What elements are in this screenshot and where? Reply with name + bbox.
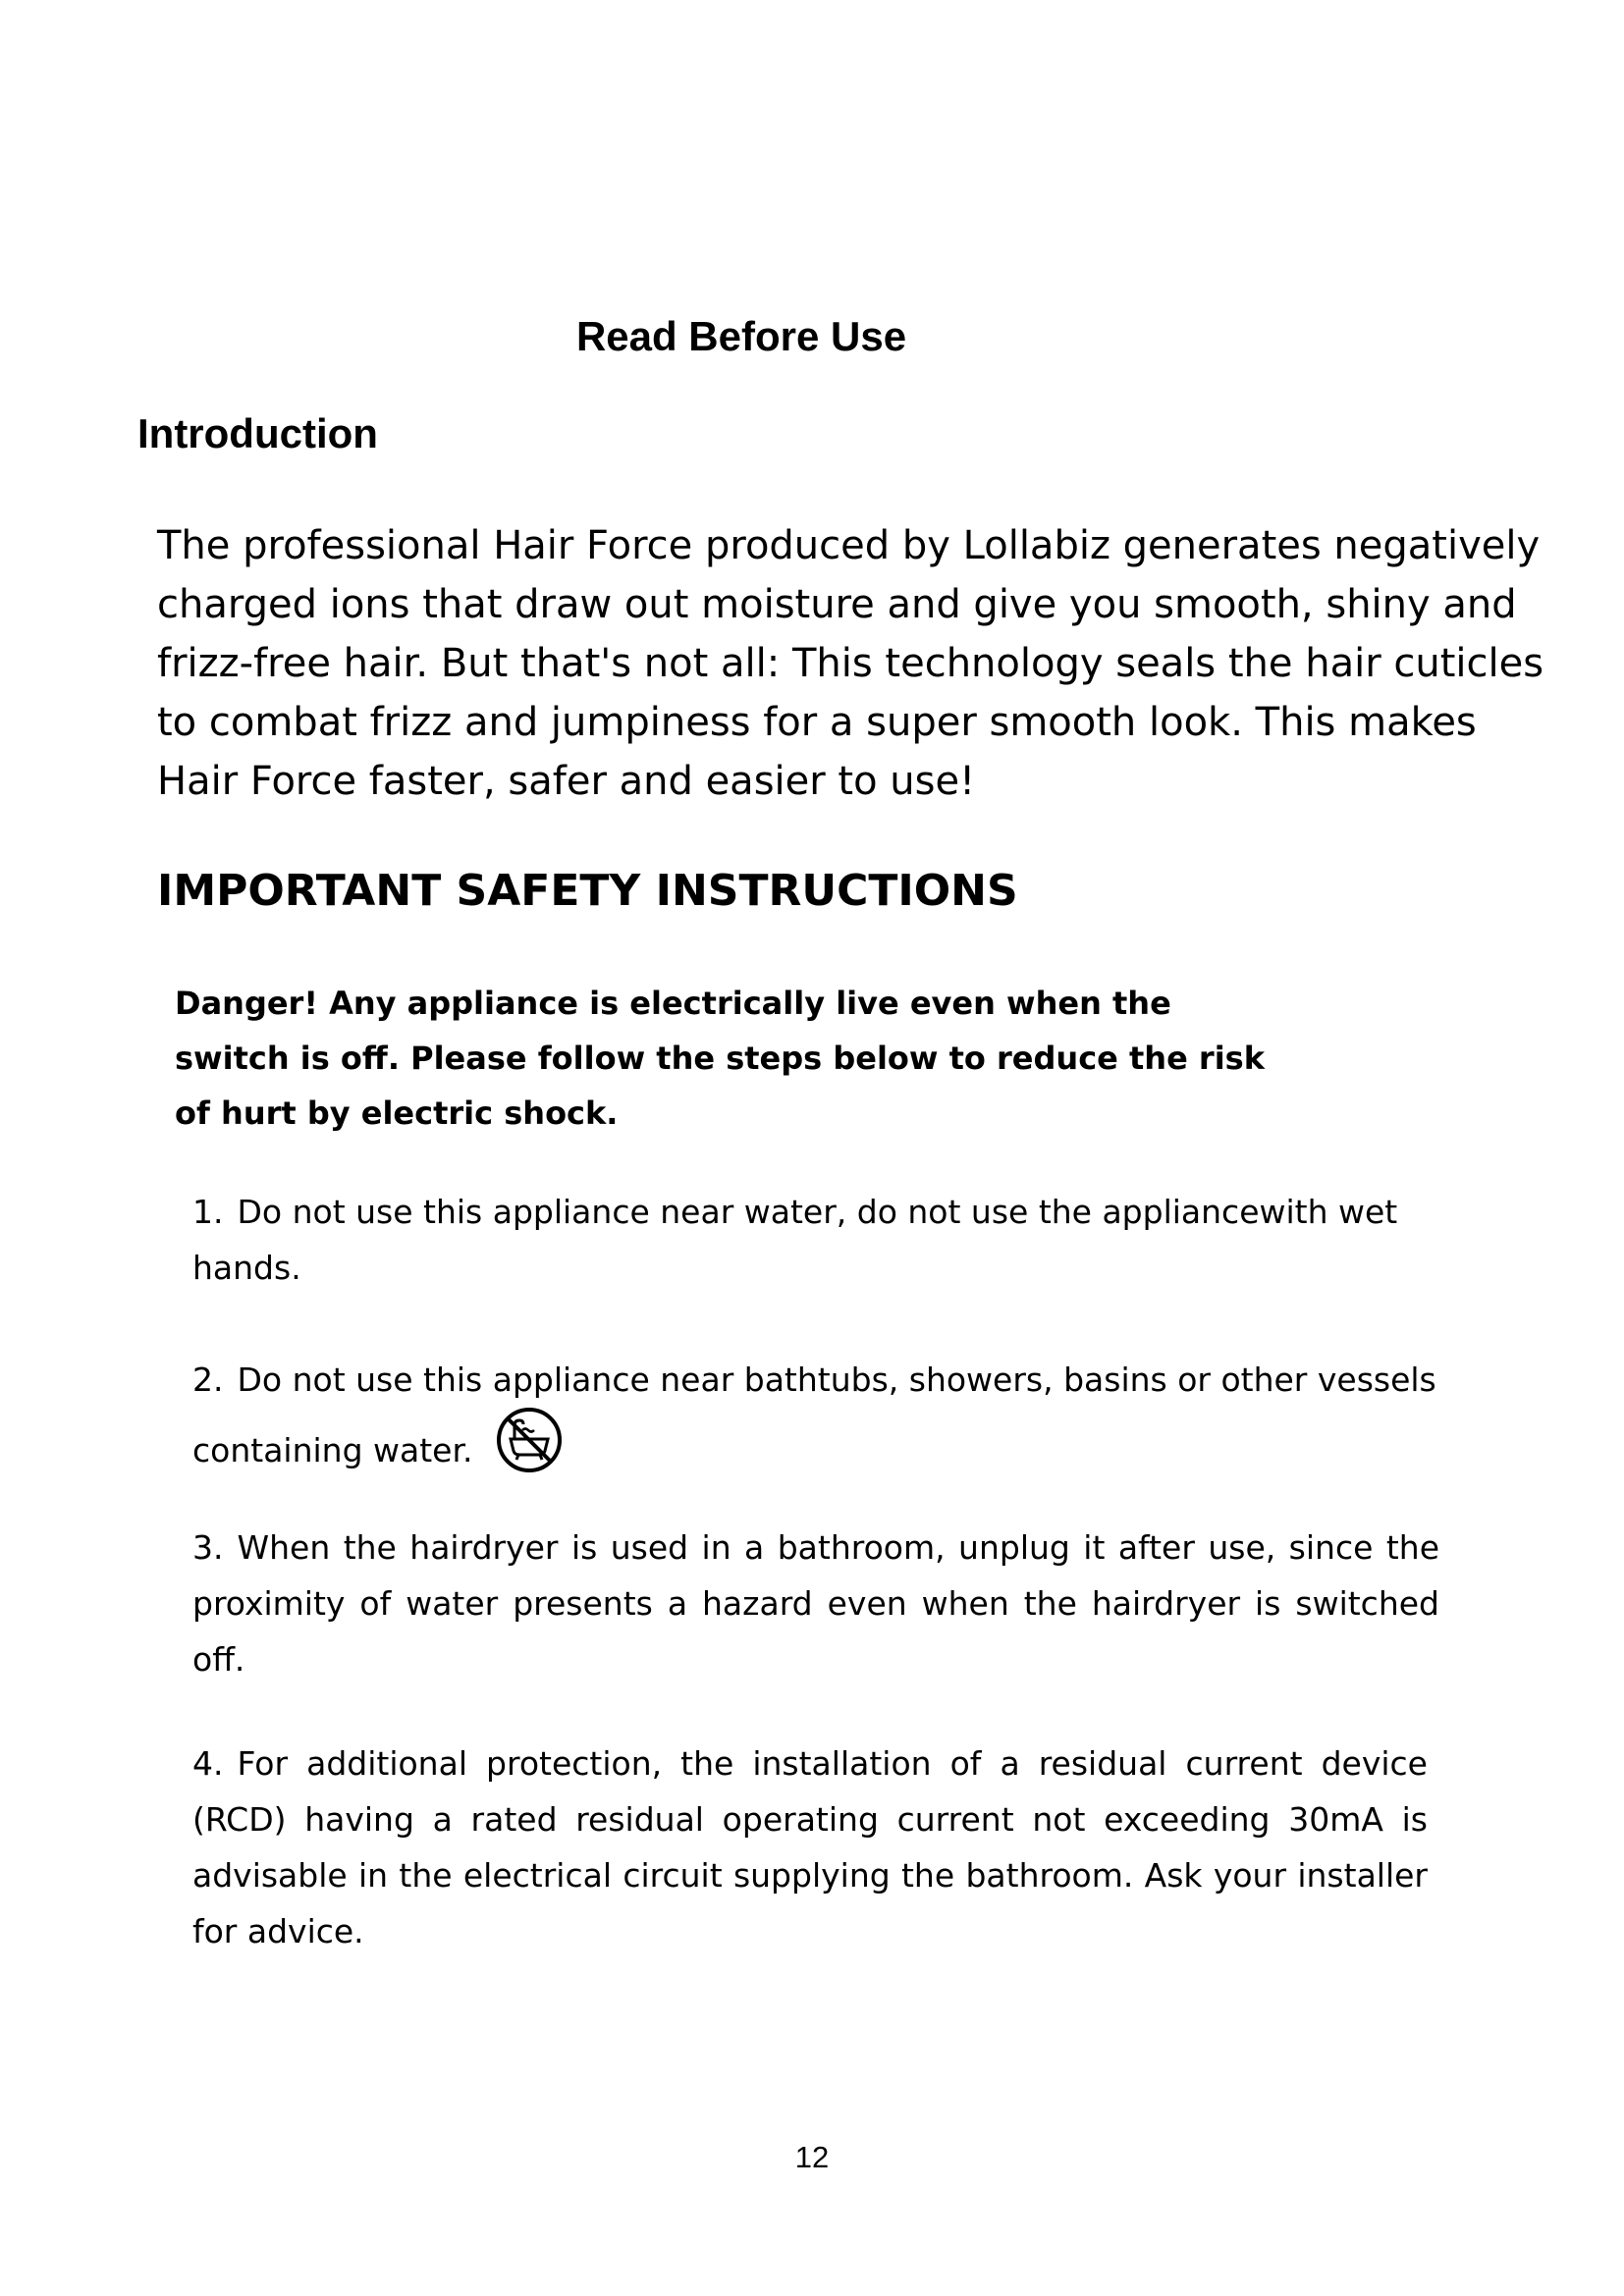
safety-item-number: 4. — [192, 1744, 224, 1783]
page-title: Read Before Use — [575, 313, 907, 359]
safety-item-text: When the hairdryer is used in a bathroom, unplug it after use, since the proximity of water presents a hazard even when the hairdryer is switched off. — [192, 1528, 1439, 1679]
page-number: 12 — [794, 2140, 830, 2174]
safety-item-number: 1. — [192, 1193, 224, 1231]
introduction-paragraph: The professional Hair Force produced by Lollabiz generates negatively charged ions that draw out moisture and give you smooth, shiny and frizz-free hair. But that's not all: This technology seals the hair cuticles to combat frizz and jumpiness for a super smooth look. This makes Hair Force faster, safer and easier to use! — [157, 523, 1544, 804]
no-bathtub-icon — [493, 1404, 566, 1493]
safety-item-text: Do not use this appliance near bathtubs, showers, basins or other vessels containing water. — [192, 1361, 1436, 1469]
safety-item-number: 2. — [192, 1361, 224, 1399]
introduction-heading: Introduction — [137, 410, 378, 456]
safety-item-4 — [192, 1735, 1428, 1959]
safety-item-number: 3. — [192, 1528, 224, 1567]
safety-item-3 — [192, 1520, 1439, 1687]
danger-warning: Danger! Any appliance is electrically live even when the switch is off. Please follow the steps below to reduce the risk of hurt by electric shock. — [175, 985, 1265, 1132]
safety-item-2 — [192, 1352, 1439, 1497]
safety-item-text: For additional protection, the installation of a residual current device (RCD) having a rated residual operating current not exceeding 30mA is advisable in the electrical circuit supplying the bathroom. Ask your installer for advice. — [192, 1744, 1428, 1950]
safety-instructions-heading: IMPORTANT SAFETY INSTRUCTIONS — [157, 866, 1018, 916]
safety-item-text: Do not use this appliance near water, do not use the appliancewith wet hands. — [192, 1193, 1398, 1287]
safety-item-1 — [192, 1184, 1439, 1296]
